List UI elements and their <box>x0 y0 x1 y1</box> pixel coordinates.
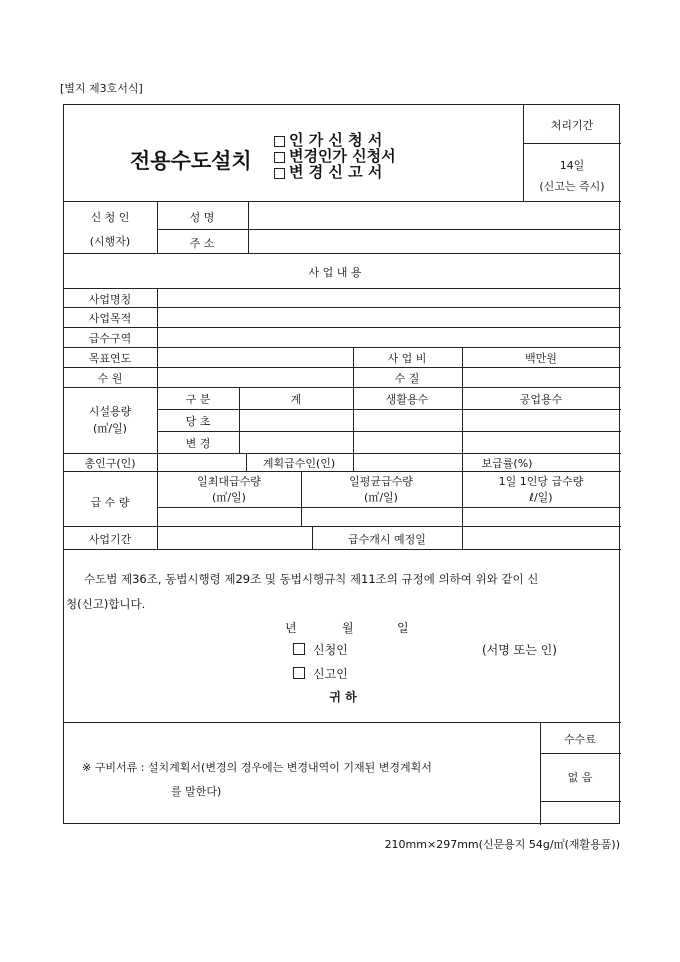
grid-line <box>246 453 247 471</box>
changed-label: 변 경 <box>185 437 211 450</box>
grid-line <box>157 201 158 253</box>
avg-daily-label: 일평균급수량 <box>349 475 413 488</box>
business-period-label: 사업기간 <box>88 533 132 546</box>
grid-line <box>64 453 621 454</box>
initial-label: 당 초 <box>185 415 211 428</box>
required-documents-line-2: 를 말한다) <box>171 785 222 798</box>
total-label: 계 <box>290 393 302 406</box>
address-label: 주 소 <box>189 237 215 250</box>
grid-line <box>462 526 463 549</box>
application-form <box>63 104 620 824</box>
supply-rate-label: 보급률(%) <box>481 457 533 470</box>
option-reporter[interactable]: 신고인 <box>293 665 348 682</box>
grid-line <box>157 229 621 230</box>
addressee: 귀 하 <box>329 690 357 704</box>
water-source-label: 수 원 <box>97 372 123 385</box>
processing-days: 14일 <box>559 159 585 172</box>
grid-line <box>64 722 621 723</box>
business-cost-unit: 백만원 <box>525 352 557 365</box>
grid-line <box>301 471 302 526</box>
statement-line-2: 청(신고)합니다. <box>66 597 146 611</box>
required-documents-line-1: ※ 구비서류 : 설치계획서(변경의 경우에는 변경내역이 기재된 변경계획서 <box>82 761 432 774</box>
category-label: 구 분 <box>185 393 211 406</box>
grid-line <box>353 453 354 471</box>
facility-capacity-label: 시설용량 <box>88 405 132 418</box>
facility-capacity-unit: (㎥/일) <box>93 422 127 435</box>
grid-line <box>353 387 354 453</box>
domestic-water-label: 생활용수 <box>385 393 429 406</box>
date-day[interactable]: 일 <box>397 621 409 635</box>
avg-daily-unit: (㎥/일) <box>364 491 398 504</box>
supply-start-label: 급수개시 예정일 <box>348 533 426 546</box>
grid-line <box>157 409 621 410</box>
grid-line <box>64 253 621 254</box>
grid-line <box>64 549 621 550</box>
grid-line <box>157 507 621 508</box>
date-year[interactable]: 년 <box>285 621 297 635</box>
date-month[interactable]: 월 <box>342 621 354 635</box>
supply-area-label: 급수구역 <box>88 332 132 345</box>
grid-line <box>312 526 313 549</box>
business-section-title: 사 업 내 용 <box>308 266 362 279</box>
processing-period-label: 처리기간 <box>550 119 594 132</box>
option-approval-application[interactable]: 인 가 신 청 서 <box>274 129 382 150</box>
option-change-approval-application[interactable]: 변경인가 신청서 <box>274 145 396 166</box>
water-quality-label: 수 질 <box>394 372 420 385</box>
industrial-water-label: 공업용수 <box>519 393 563 406</box>
form-title: 전용수도설치 <box>130 148 252 173</box>
max-daily-unit: (㎥/일) <box>212 491 246 504</box>
business-purpose-label: 사업목적 <box>88 312 132 325</box>
grid-line <box>462 347 463 526</box>
grid-line <box>523 143 621 144</box>
option-change-report[interactable]: 변 경 신 고 서 <box>274 161 382 182</box>
option-applicant[interactable]: 신청인 <box>293 641 348 658</box>
business-cost-label: 사 업 비 <box>387 352 427 365</box>
max-daily-label: 일최대급수량 <box>197 475 261 488</box>
grid-line <box>64 526 621 527</box>
grid-line <box>64 307 621 308</box>
grid-line <box>540 753 621 754</box>
grid-line <box>353 347 354 387</box>
total-population-label: 총인구(인) <box>84 457 136 470</box>
per-capita-label: 1일 1인당 급수량 <box>498 475 584 488</box>
grid-line <box>64 327 621 328</box>
paper-spec-footer: 210mm×297mm(신문용지 54g/㎡(재활용품)) <box>384 838 620 851</box>
grid-line <box>157 288 158 549</box>
grid-line <box>64 471 621 472</box>
grid-line <box>523 105 524 201</box>
checkbox-reporter[interactable] <box>293 667 305 679</box>
checkbox-applicant[interactable] <box>293 643 305 655</box>
grid-line <box>64 201 621 202</box>
grid-line <box>64 288 621 289</box>
grid-line <box>540 801 621 802</box>
grid-line <box>64 367 621 368</box>
grid-line <box>64 387 621 388</box>
checkbox-change-report[interactable] <box>274 168 285 179</box>
grid-line <box>239 387 240 453</box>
per-capita-unit: ℓ/일) <box>529 491 553 504</box>
grid-line <box>540 722 541 825</box>
grid-line <box>64 347 621 348</box>
statement-line-1: 수도법 제36조, 동법시행령 제29조 및 동법시행규칙 제11조의 규정에 의하여 위와 같이 신 <box>84 572 539 586</box>
fee-label: 수수료 <box>564 733 596 746</box>
grid-line <box>248 201 249 253</box>
supply-amount-label: 급 수 량 <box>90 496 130 509</box>
business-name-label: 사업명칭 <box>88 293 132 306</box>
planned-population-label: 계획급수인(인) <box>262 457 336 470</box>
processing-note: (신고는 즉시) <box>539 180 605 193</box>
applicant-sublabel: (시행자) <box>89 235 131 248</box>
target-year-label: 목표연도 <box>88 352 132 365</box>
grid-line <box>157 431 621 432</box>
applicant-label: 신 청 인 <box>90 211 130 224</box>
name-label: 성 명 <box>189 211 215 224</box>
signature-note: (서명 또는 인) <box>482 643 557 657</box>
form-number-label: [별지 제3호서식] <box>60 82 143 95</box>
fee-value: 없 음 <box>567 771 593 784</box>
